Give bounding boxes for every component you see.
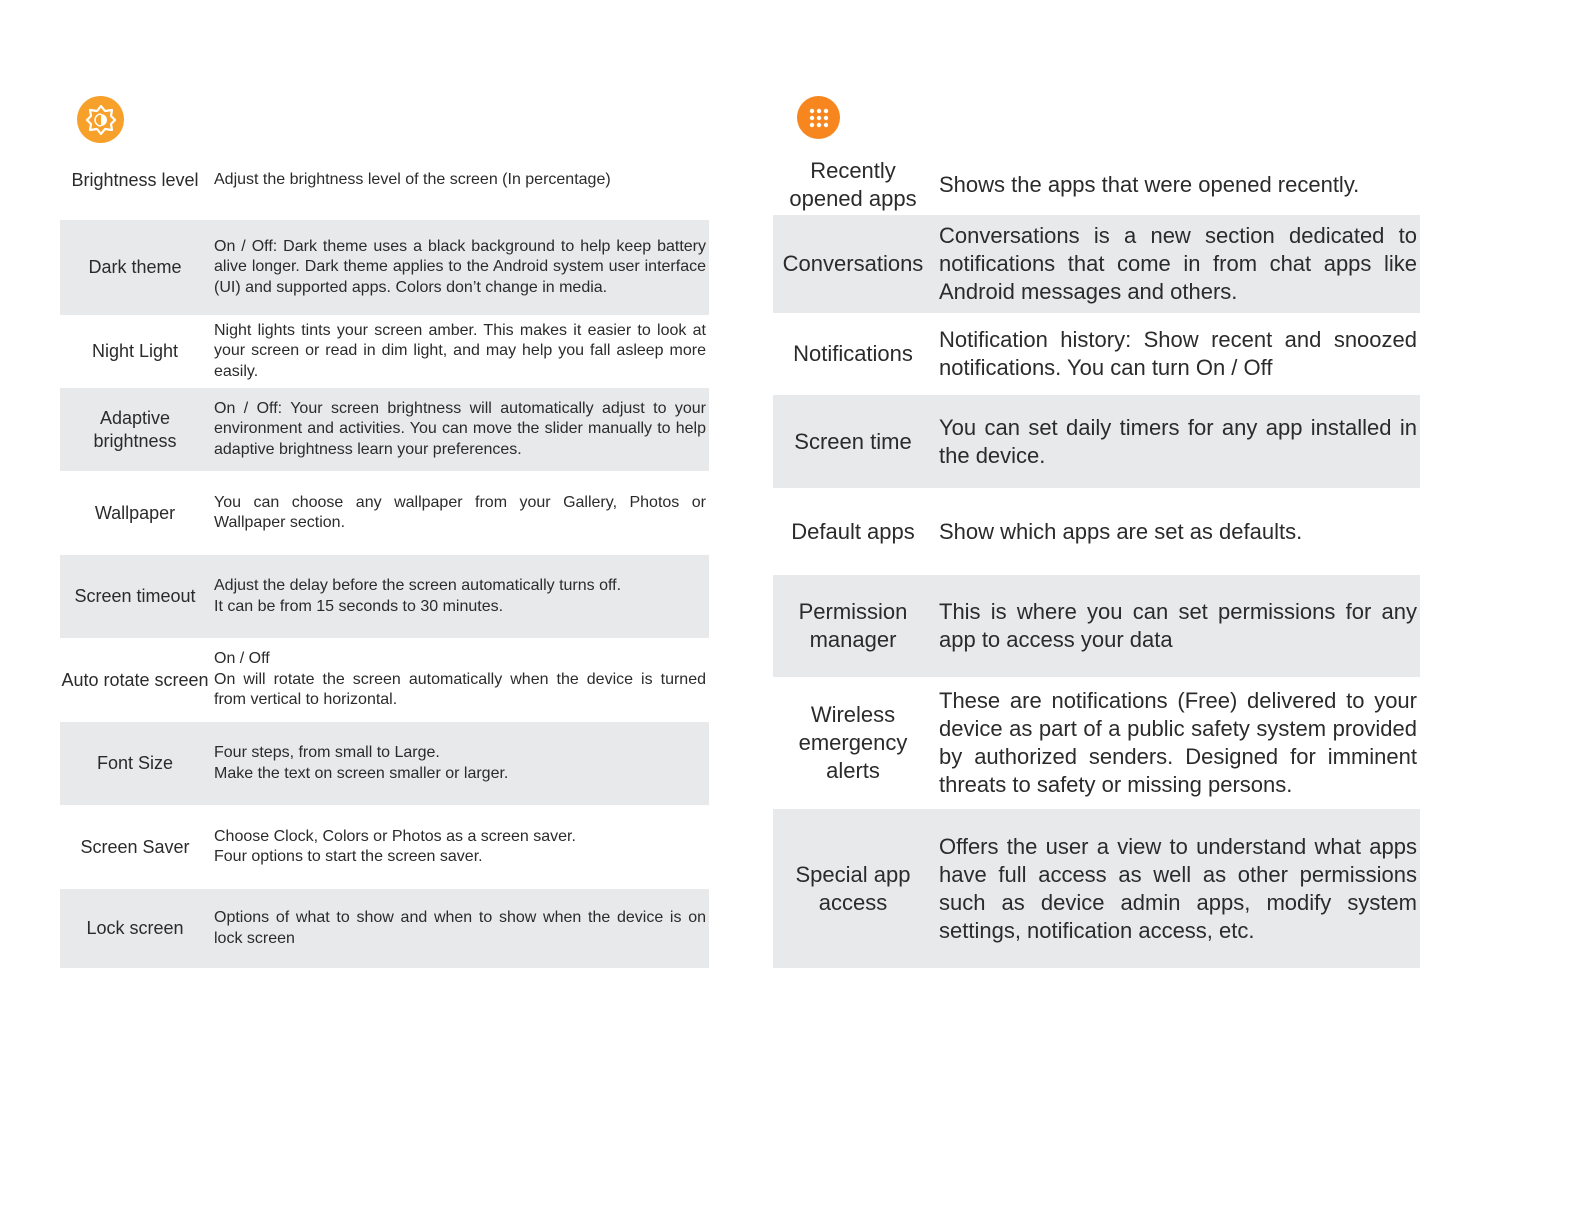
setting-description: Choose Clock, Colors or Photos as a screen saver. Four options to start the screen saver.	[214, 827, 576, 865]
setting-label: Permission manager	[798, 599, 908, 652]
setting-description: Adjust the brightness level of the screen (In percentage)	[214, 170, 611, 188]
setting-label: Screen timeout	[74, 586, 196, 606]
table-row	[60, 388, 709, 471]
table-row	[60, 160, 709, 200]
setting-label: Wireless emergency alerts	[798, 702, 908, 783]
setting-label: Adaptive brightness	[93, 407, 177, 451]
setting-description: Conversations is a new section dedicated to notifications that come in from chat apps like Android messages and others.	[939, 223, 1417, 304]
setting-label: Recently opened apps	[789, 158, 917, 211]
setting-label: Screen time	[794, 428, 912, 454]
setting-label: Wallpaper	[94, 502, 176, 523]
setting-label: Dark theme	[88, 257, 182, 277]
table-row	[773, 215, 1420, 313]
setting-description: This is where you can set permissions for any app to access your data	[939, 599, 1417, 652]
table-row	[60, 555, 709, 638]
setting-label: Auto rotate screen	[61, 669, 209, 690]
setting-description: Adjust the delay before the screen automatically turns off. It can be from 15 seconds to 30 minutes.	[214, 577, 622, 615]
table-row	[60, 471, 709, 555]
setting-description: Four steps, from small to Large. Make the text on screen smaller or larger.	[214, 744, 509, 782]
setting-description: You can set daily timers for any app installed in the device.	[939, 414, 1417, 468]
table-row	[60, 805, 709, 889]
table-row	[60, 722, 709, 805]
setting-description: Show which apps are set as defaults.	[939, 518, 1303, 544]
setting-label: Conversations	[782, 251, 924, 276]
setting-description: On / Off On will rotate the screen automatically when the device is turned from vertical to horizontal.	[214, 650, 706, 709]
setting-label: Night Light	[91, 341, 179, 361]
table-row	[773, 488, 1420, 575]
table-row	[773, 155, 1420, 215]
table-row	[60, 220, 709, 315]
setting-label: Special app access	[795, 861, 911, 915]
table-row	[773, 313, 1420, 395]
setting-label: Brightness level	[71, 169, 199, 190]
setting-description: On / Off: Dark theme uses a black background to help keep battery alive longer. Dark theme applies to the Android system user interface (UI) and supported apps. Colors don’t change in media.	[214, 237, 706, 296]
setting-label: Screen Saver	[80, 836, 190, 857]
setting-description: Notification history: Show recent and snoozed notifications. You can turn On / Off	[939, 327, 1417, 380]
setting-label: Default apps	[791, 518, 915, 544]
setting-description: You can choose any wallpaper from your Gallery, Photos or Wallpaper section.	[214, 493, 706, 531]
table-row	[60, 315, 709, 388]
setting-label: Font Size	[96, 753, 174, 773]
table-row	[773, 677, 1420, 809]
setting-description: On / Off: Your screen brightness will automatically adjust to your environment and activities. You can move the slider manually to help adaptive brightness learn your preferences.	[214, 399, 706, 458]
setting-description: Shows the apps that were opened recently.	[939, 172, 1360, 197]
table-row	[773, 809, 1420, 968]
brightness-icon	[77, 96, 124, 143]
setting-description: Night lights tints your screen amber. This makes it easier to look at your screen or read in dim light, and may help you fall asleep more easily.	[214, 321, 706, 380]
table-row	[60, 889, 709, 968]
table-row	[773, 395, 1420, 488]
table-row	[773, 575, 1420, 677]
setting-description: These are notifications (Free) delivered to your device as part of a public safety system provided by authorized senders. Designed for imminent threats to safety or missing persons.	[939, 688, 1417, 797]
setting-label: Notifications	[793, 341, 913, 366]
setting-description: Offers the user a view to understand what apps have full access as well as other permissions such as device admin apps, modify system settings, notification access, etc.	[939, 833, 1417, 943]
setting-label: Lock screen	[86, 918, 184, 938]
setting-description: Options of what to show and when to show when the device is on lock screen	[214, 909, 706, 947]
apps-grid-icon	[797, 96, 840, 139]
table-row	[60, 638, 709, 722]
